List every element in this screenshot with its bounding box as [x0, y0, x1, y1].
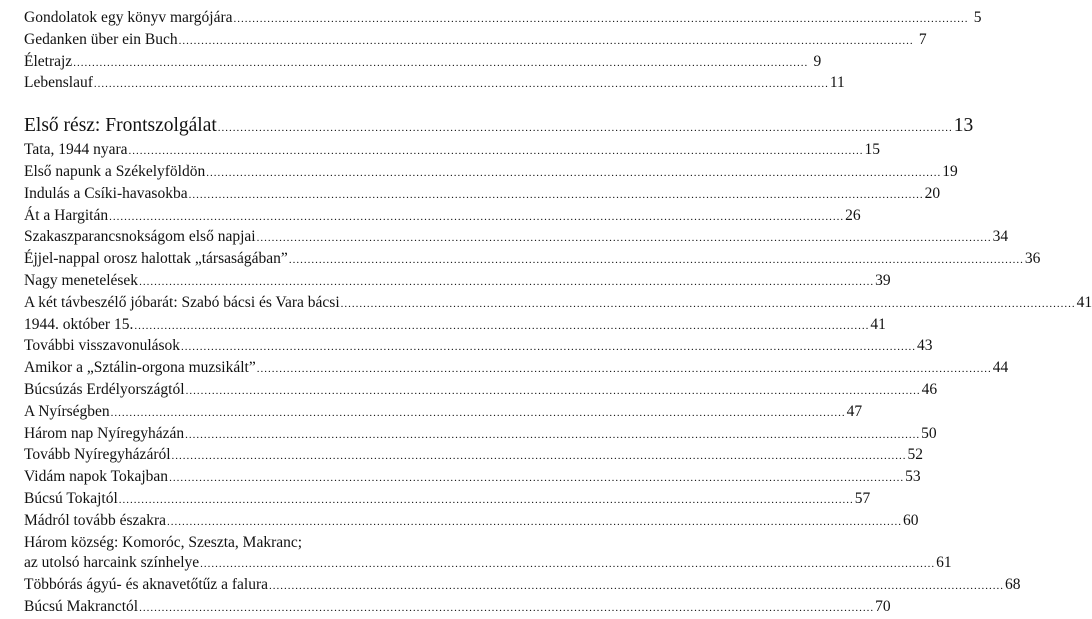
toc-entry-page: 9 — [813, 52, 822, 70]
dot-leader — [218, 116, 953, 140]
dot-leader — [119, 490, 854, 511]
dot-leader — [73, 53, 808, 74]
dot-leader — [181, 337, 916, 358]
dot-leader — [169, 468, 904, 489]
toc-entry — [24, 380, 938, 402]
toc-entry — [24, 467, 921, 489]
toc-entry — [24, 30, 927, 52]
toc-entry — [24, 271, 891, 293]
toc-entry — [24, 597, 891, 619]
toc-entry-page: 26 — [845, 206, 861, 224]
toc-entry — [24, 424, 937, 446]
dot-leader — [111, 403, 846, 424]
toc-entry-title: További visszavonulások — [24, 337, 181, 355]
chapter-list — [24, 140, 1092, 619]
toc-entry — [24, 184, 941, 206]
toc-entry-page: 60 — [903, 511, 919, 529]
toc-entry — [24, 575, 1021, 597]
toc-entry-page: 11 — [829, 74, 845, 92]
toc-entry — [24, 8, 982, 30]
toc-entry — [24, 206, 861, 228]
toc-entry — [24, 140, 880, 162]
toc-entry-title: Három nap Nyíregyházán — [24, 424, 185, 442]
toc-entry-title: Többórás ágyú- és aknavetőtűz a falura — [24, 576, 269, 594]
toc-entry-page: 44 — [992, 359, 1009, 377]
dot-leader — [186, 381, 921, 402]
toc-entry-page: 15 — [864, 141, 880, 159]
toc-entry — [24, 73, 845, 95]
dot-leader — [139, 598, 874, 619]
toc-entry-page: 41 — [1076, 293, 1092, 311]
toc-entry — [24, 162, 958, 184]
dot-leader — [179, 31, 914, 52]
toc-entry-title: A Nyírségben — [24, 402, 110, 420]
dot-leader — [200, 554, 935, 575]
toc-entry-page: 41 — [870, 315, 886, 333]
toc-entry-page: 57 — [854, 489, 871, 507]
toc-entry-title: Búcsúzás Erdélyországtól — [24, 380, 185, 398]
dot-leader — [189, 185, 924, 206]
toc-entry-title: Búcsú Tokajtól — [24, 489, 118, 507]
dot-leader — [234, 9, 969, 30]
toc-entry-title-line1: Három község: Komoróc, Szeszta, Makranc; — [24, 533, 303, 551]
toc-entry — [24, 293, 1092, 315]
toc-entry-title: Gondolatok egy könyv margójára — [24, 9, 233, 26]
toc-entry-title: Mádról tovább északra — [24, 511, 167, 529]
toc-entry — [24, 489, 871, 511]
toc-entry-page: 19 — [942, 162, 958, 180]
toc-entry-page: 36 — [1024, 250, 1041, 268]
dot-leader — [289, 250, 1024, 271]
dot-leader — [129, 141, 864, 162]
toc-entry — [24, 358, 1009, 380]
toc-entry — [24, 553, 952, 575]
dot-leader — [257, 228, 992, 249]
dot-leader — [134, 316, 869, 337]
toc-entry-page: 5 — [973, 9, 982, 26]
toc-entry-title: Nagy menetelések — [24, 271, 139, 289]
toc-entry-page: 50 — [921, 424, 937, 442]
dot-leader — [269, 576, 1004, 597]
toc-entry-title: A két távbeszélő jóbarát: Szabó bácsi és Vara bácsi — [24, 293, 340, 311]
toc-entry — [24, 227, 1009, 249]
section-title: Első rész: Frontszolgálat — [24, 115, 217, 137]
toc-entry-page: 47 — [846, 402, 863, 420]
toc-entry — [24, 52, 822, 74]
section-heading — [24, 114, 974, 140]
toc-entry-page: 20 — [924, 184, 941, 202]
toc-entry-title: Tovább Nyíregyházáról — [24, 446, 171, 464]
dot-leader — [172, 446, 907, 467]
toc-entry-title: Életrajz — [24, 52, 73, 70]
toc-entry-page: 52 — [907, 446, 924, 464]
toc-entry-page: 61 — [936, 554, 952, 572]
toc-entry — [24, 315, 886, 337]
toc-entry-title: Lebenslauf — [24, 74, 93, 92]
dot-leader — [185, 425, 920, 446]
toc-entry-page: 39 — [875, 271, 891, 289]
dot-leader — [94, 74, 829, 95]
dot-leader — [139, 272, 874, 293]
toc-entry — [24, 445, 924, 467]
toc-entry-page: 34 — [992, 228, 1009, 246]
dot-leader — [109, 207, 844, 228]
toc-entry-title: Át a Hargitán — [24, 206, 109, 224]
section-page: 13 — [953, 115, 974, 137]
toc-entry — [24, 511, 919, 533]
toc-entry-title: Gedanken über ein Buch — [24, 30, 178, 48]
toc-entry-page: 46 — [921, 380, 938, 398]
toc-entry-title-line2: az utolsó harcaink színhelye — [24, 554, 200, 572]
toc-entry-title: Búcsú Makranctól — [24, 597, 139, 615]
toc-entry-title: Éjjel-nappal orosz halottak „társaságában” — [24, 250, 288, 268]
toc-entry — [24, 336, 933, 358]
dot-leader — [341, 294, 1076, 315]
toc-entry — [24, 402, 863, 424]
toc-entry-title: Amikor a „Sztálin-orgona muzsikált” — [24, 359, 256, 377]
dot-leader — [257, 359, 992, 380]
toc-entry — [24, 249, 1041, 271]
toc-entry-page: 68 — [1005, 576, 1021, 594]
front-matter-list — [24, 8, 982, 95]
dot-leader — [167, 512, 902, 533]
toc-entry-title: Első napunk a Székelyföldön — [24, 162, 206, 180]
toc-entry-title: Indulás a Csíki-havasokba — [24, 184, 188, 202]
toc-entry-title: Vidám napok Tokajban — [24, 468, 169, 486]
table-of-contents — [24, 0, 1092, 619]
toc-entry-page: 7 — [918, 30, 927, 48]
toc-entry-title: Tata, 1944 nyara — [24, 141, 128, 159]
toc-entry-title: Szakaszparancsnokságom első napjai — [24, 228, 256, 246]
toc-entry-title: 1944. október 15. — [24, 315, 134, 333]
dot-leader — [206, 163, 941, 184]
toc-entry-page: 70 — [875, 597, 891, 615]
toc-entry-page: 53 — [905, 468, 921, 486]
toc-entry-page: 43 — [917, 337, 933, 355]
